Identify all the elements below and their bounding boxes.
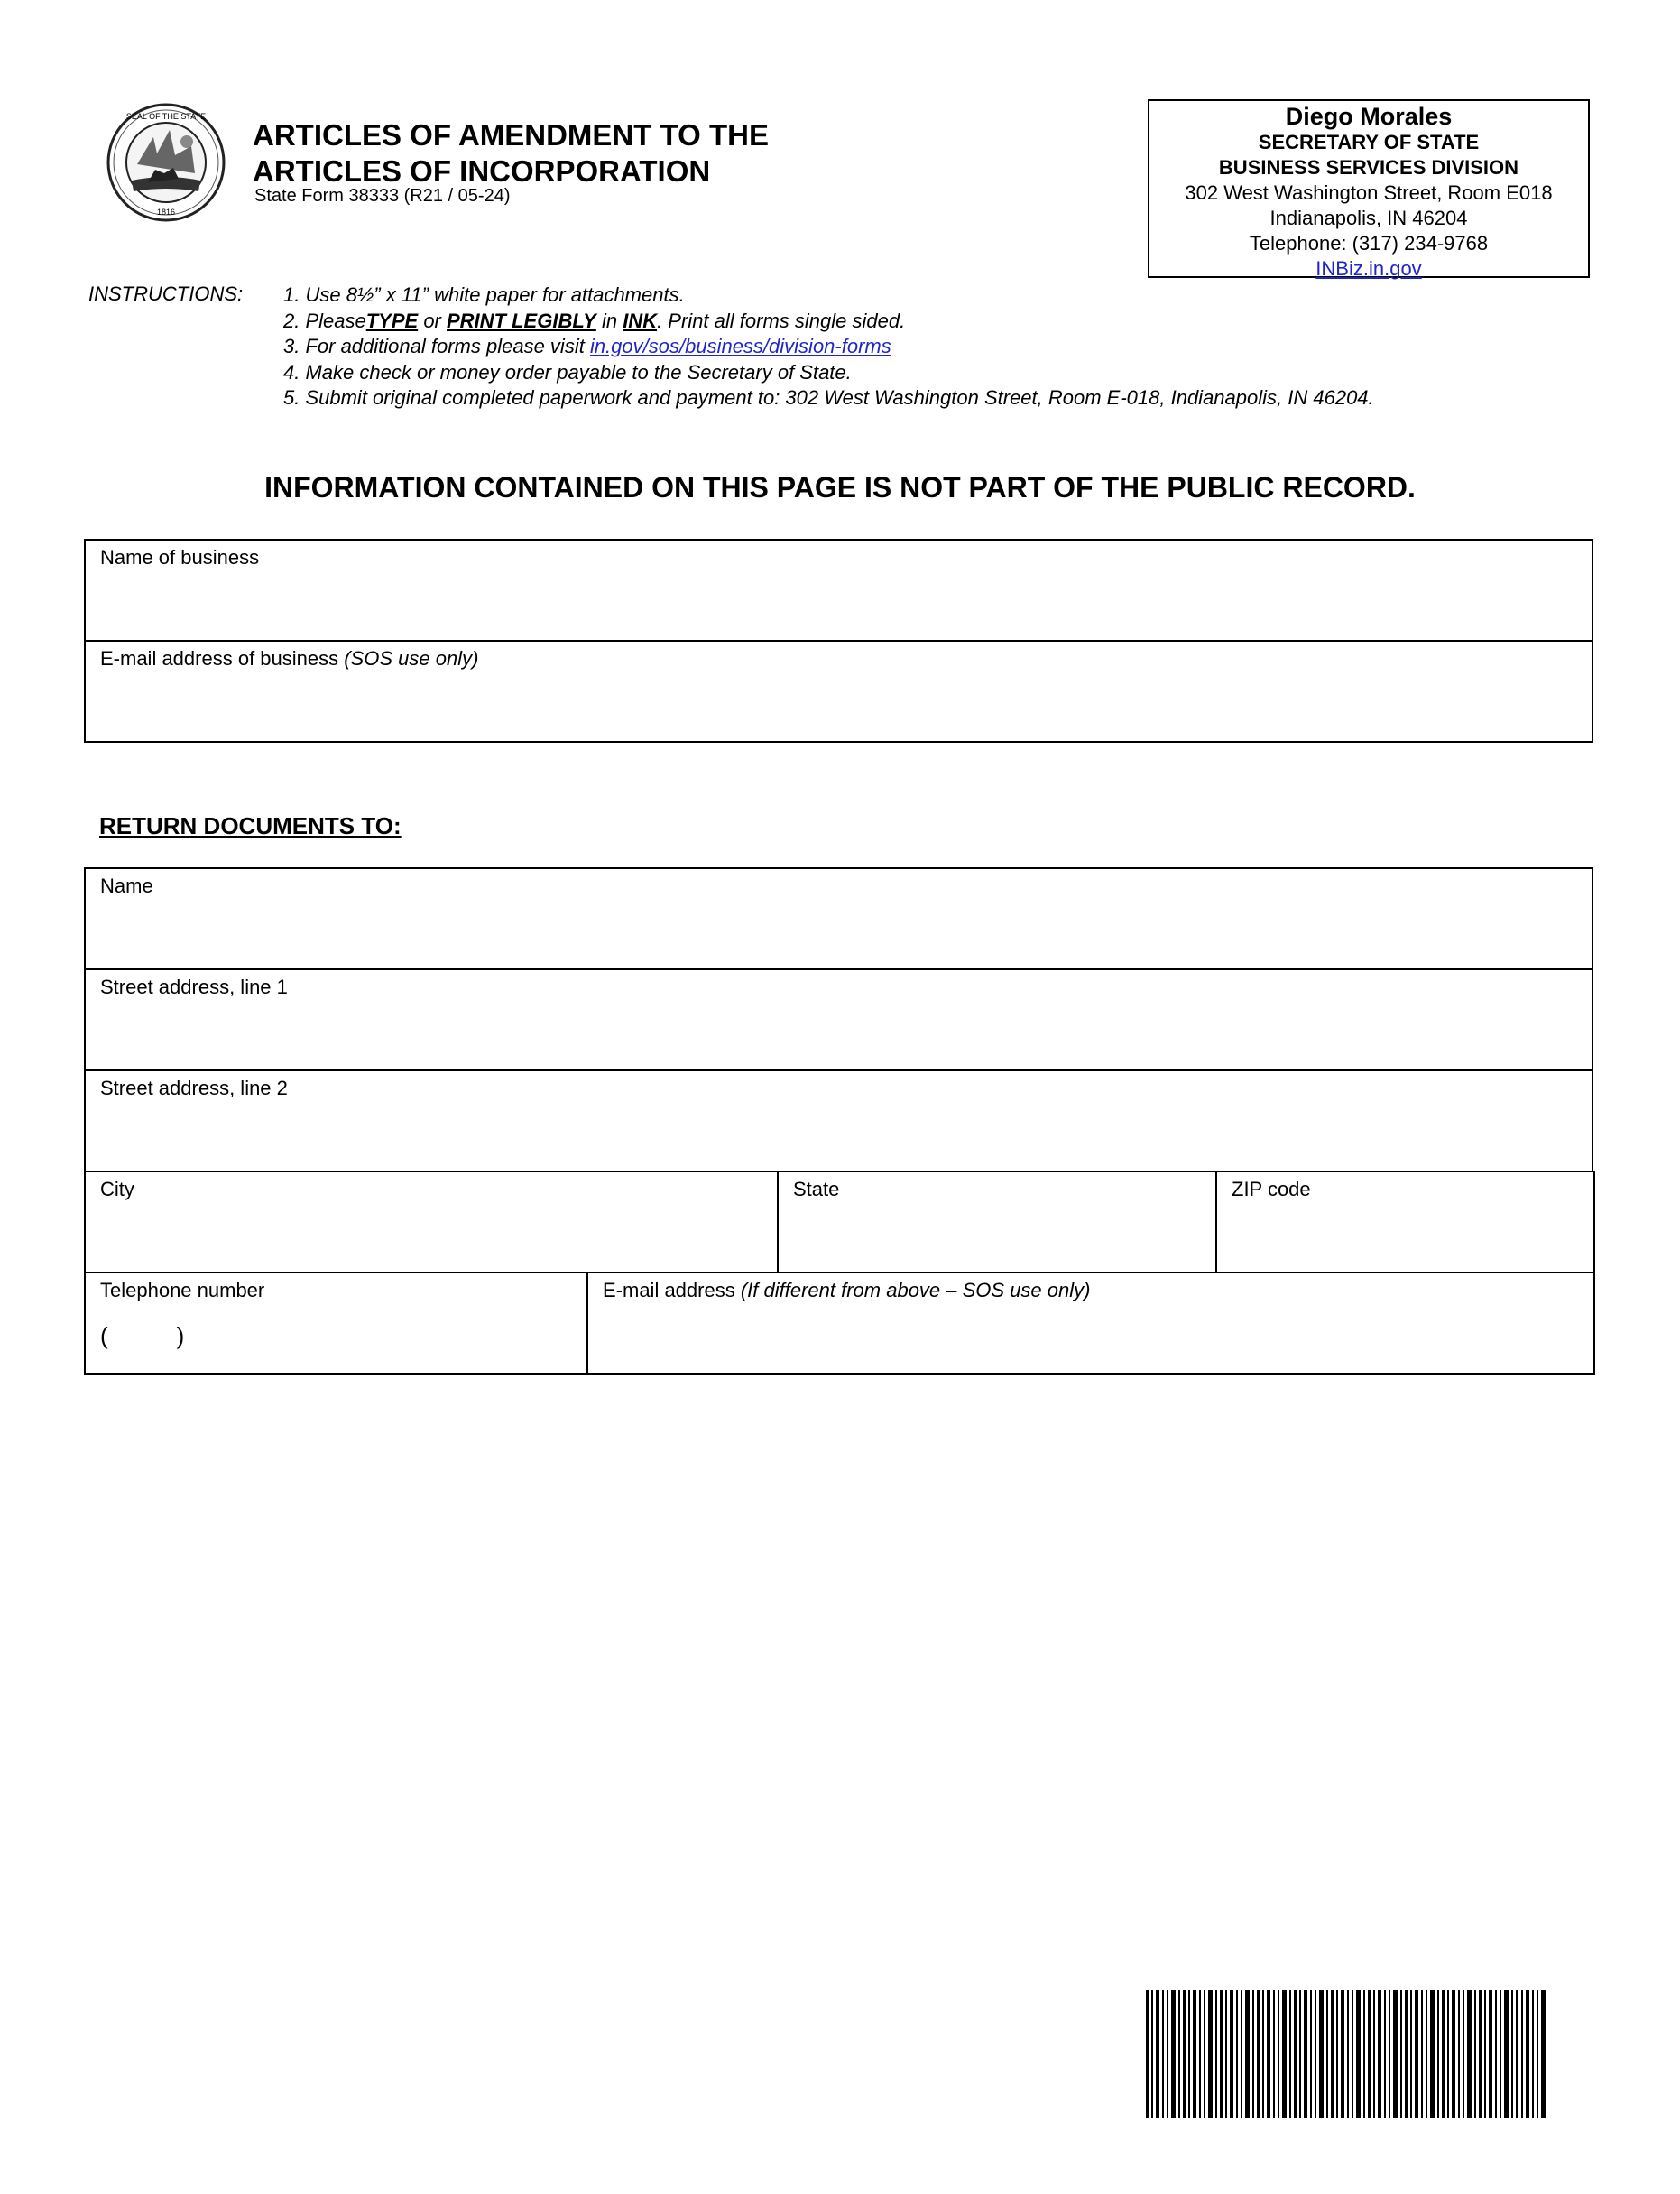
sos-address-box [1148,99,1590,278]
city-state-zip-table [84,1171,1595,1273]
instruction-2-in: in [595,309,623,332]
state-label: State [793,1178,840,1200]
svg-text:1816: 1816 [156,208,176,217]
type-emphasis: TYPE [365,309,419,332]
return-name-field[interactable] [85,868,1592,969]
secretary-name: Diego Morales [1285,103,1453,130]
website-link[interactable]: INBiz.in.gov [1315,257,1422,280]
instruction-4: 4. Make check or money order payable to the Secretary of State. [283,360,852,384]
zip-label: ZIP code [1232,1178,1311,1200]
street-line-2-field[interactable] [85,1070,1592,1171]
return-email-field[interactable] [587,1273,1594,1374]
instruction-2 [283,309,1374,335]
city-label: City [100,1178,134,1200]
street-line-1-label: Street address, line 1 [100,976,288,998]
instruction-1: 1. Use 8½” x 11” white paper for attachments. [283,283,685,306]
instructions-label: INSTRUCTIONS: [88,282,244,305]
business-name-field[interactable] [85,540,1592,641]
instruction-2-text: 2. Please [283,309,366,332]
form-number: State Form 38333 (R21 / 05-24) [254,186,511,206]
form-title [253,117,769,190]
barcode-icon [1146,1990,1548,2118]
instruction-2-end: . Print all forms single sided. [657,309,906,332]
business-email-field[interactable] [85,641,1592,742]
title-line-2: ARTICLES OF INCORPORATION [253,154,711,188]
address-line-1: 302 West Washington Street, Room E018 [1185,181,1553,204]
state-seal-icon [101,101,231,224]
instruction-3 [283,334,1374,360]
return-email-label: E-mail address [603,1279,741,1301]
city-field[interactable] [85,1171,778,1273]
telephone: Telephone: (317) 234-9768 [1249,232,1489,255]
telephone-field[interactable] [85,1273,587,1374]
business-email-label: E-mail address of business [100,647,345,670]
ink-emphasis: INK [623,309,658,332]
area-code-parens [100,1322,572,1350]
svg-text:SEAL OF THE STATE: SEAL OF THE STATE [125,112,207,121]
state-field[interactable] [778,1171,1216,1273]
street-line-1-field[interactable] [85,969,1592,1070]
return-documents-heading: RETURN DOCUMENTS TO: [99,812,402,839]
print-legibly-emphasis: PRINT LEGIBLY [447,309,596,332]
business-email-hint: (SOS use only) [344,647,479,670]
paren-close: ) [176,1322,185,1349]
instructions-list [283,282,1374,412]
phone-email-table [84,1272,1595,1375]
telephone-label: Telephone number [100,1279,265,1301]
return-email-hint: (If different from above – SOS use only) [740,1279,1091,1301]
street-line-2-label: Street address, line 2 [100,1077,288,1099]
instruction-5: 5. Submit original completed paperwork and payment to: 302 West Washington Street, Room E-018, Indianapolis, IN 46204. [283,386,1374,409]
instruction-3-text: 3. For additional forms please visit [283,335,590,357]
business-info-table [84,539,1593,743]
return-name-label: Name [100,875,153,897]
division-title: BUSINESS SERVICES DIVISION [1218,156,1519,179]
return-address-table [84,867,1593,1172]
paren-open: ( [100,1322,108,1349]
business-name-label: Name of business [100,546,260,569]
address-line-2: Indianapolis, IN 46204 [1269,207,1468,229]
instruction-2-or: or [418,309,447,332]
zip-field[interactable] [1216,1171,1594,1273]
title-line-1: ARTICLES OF AMENDMENT TO THE [253,118,769,152]
division-forms-link[interactable]: in.gov/sos/business/division-forms [589,335,891,357]
public-record-notice: INFORMATION CONTAINED ON THIS PAGE IS NOT PART OF THE PUBLIC RECORD. [264,471,1416,504]
office-title: SECRETARY OF STATE [1258,131,1480,153]
